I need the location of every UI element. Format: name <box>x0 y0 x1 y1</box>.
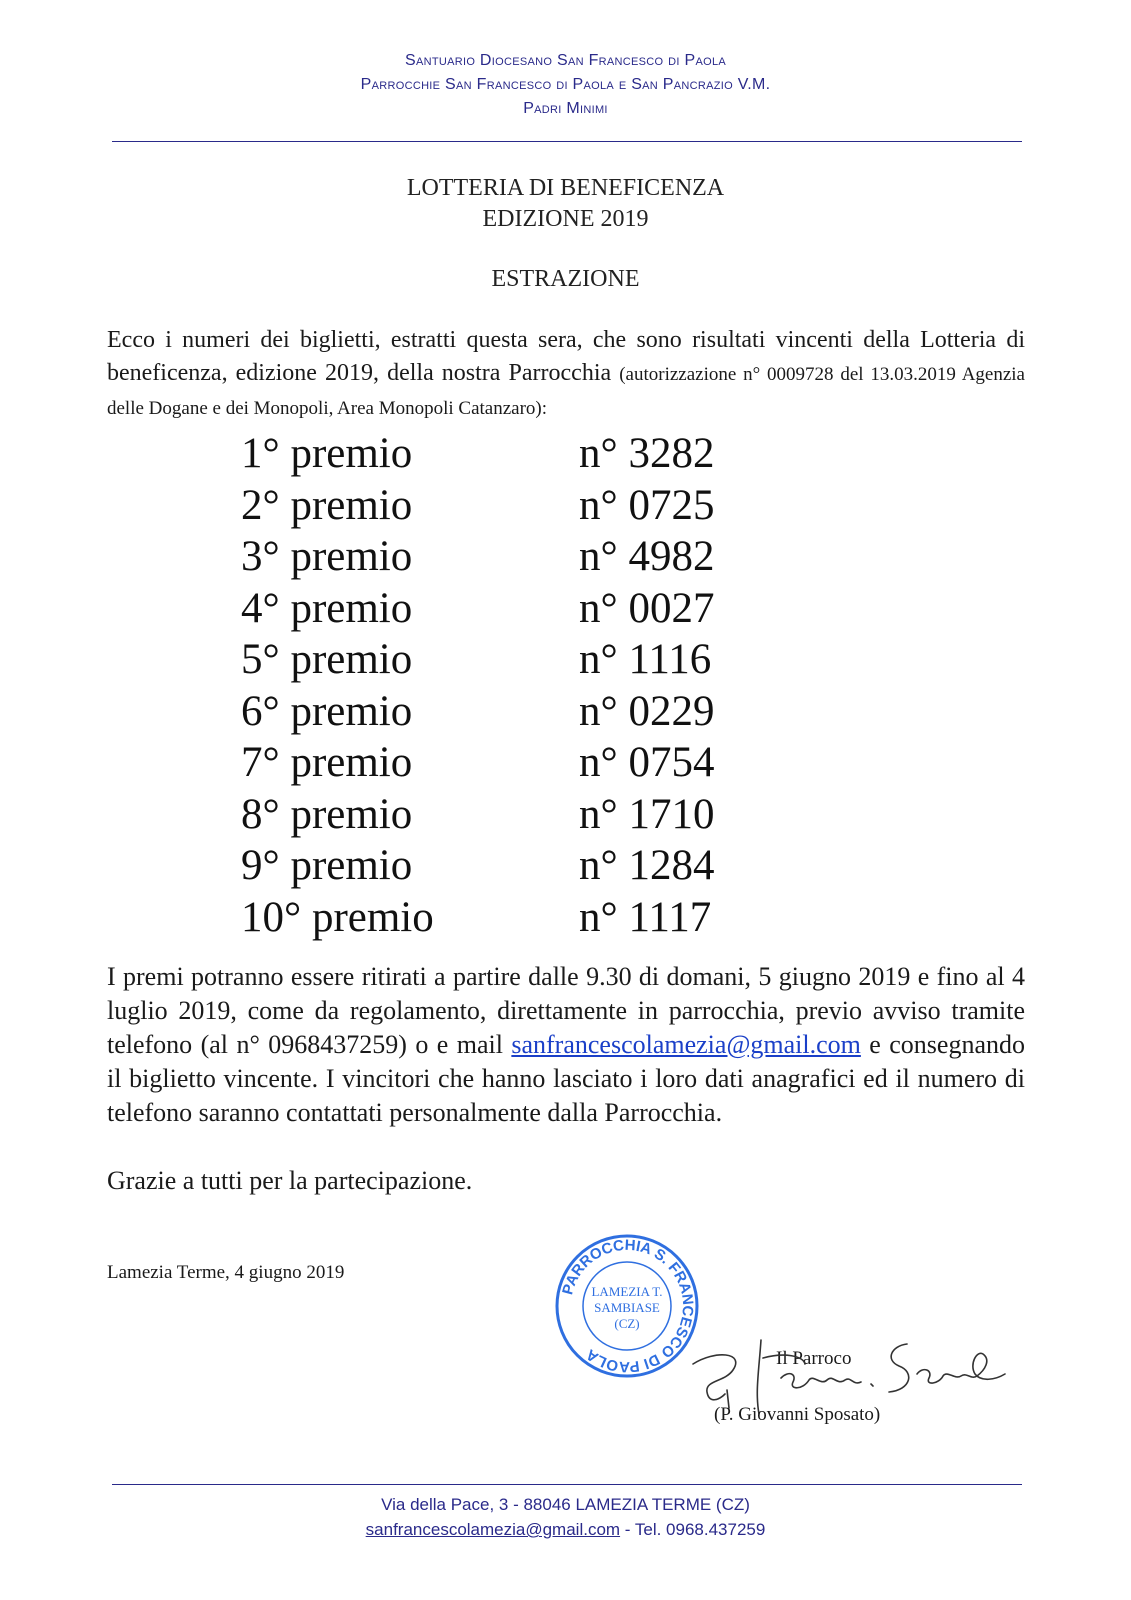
stamp-ring-text: PARROCCHIA S. FRANCESCO DI PAOLA <box>559 1236 697 1376</box>
pickup-paragraph <box>107 960 1025 1130</box>
doc-edition: EDIZIONE 2019 <box>482 206 649 232</box>
prize-label: 6° premio <box>241 688 413 735</box>
prize-row <box>241 737 761 789</box>
pickup-text-cont: e consegnando il biglietto vincente. I vincitori che hanno lasciato i loro dati anagrafici ed il numero di telefono saranno contattati personalmente dalla Parrocchia. <box>107 1030 1025 1127</box>
prize-label: 5° premio <box>241 636 413 683</box>
prize-number: n° 1284 <box>579 842 715 889</box>
prize-row <box>241 428 761 480</box>
footer-email-link[interactable]: sanfrancescolamezia@gmail.com <box>365 1520 621 1539</box>
prize-row <box>241 789 761 841</box>
prize-row <box>241 480 761 532</box>
header-line-1: Santuario Diocesano San Francesco di Paola <box>404 52 727 69</box>
footer-address: Via della Pace, 3 - 88046 LAMEZIA TERME (CZ) <box>381 1495 750 1514</box>
header-divider <box>112 141 1022 142</box>
prize-number: n° 1710 <box>579 791 715 838</box>
signature-role: Il Parroco <box>776 1348 852 1369</box>
prize-number: n° 0229 <box>579 688 715 735</box>
intro-paragraph <box>107 324 1025 425</box>
stamp-center-1: LAMEZIA T. <box>591 1284 663 1299</box>
stamp-center-3: (CZ) <box>614 1316 640 1331</box>
prize-label: 9° premio <box>241 842 413 889</box>
prize-label: 2° premio <box>241 482 413 529</box>
header-line-2: Parrocchie San Francesco di Paola e San Pancrazio V.M. <box>360 76 771 93</box>
footer-divider <box>112 1484 1022 1485</box>
signature-name: (P. Giovanni Sposato) <box>714 1404 881 1425</box>
prize-row <box>241 634 761 686</box>
prize-number: n° 0027 <box>579 585 715 632</box>
prize-label: 3° premio <box>241 533 413 580</box>
stamp-seal <box>553 1232 701 1380</box>
pickup-text: I premi potranno essere ritirati a partire dalle 9.30 di domani, 5 giugno 2019 e fino al 4 luglio 2019, come da regolamento, direttamente in parrocchia, previo avviso tramite telefono (al n° 0968437259) o e mail <box>107 962 1025 1059</box>
prize-number: n° 1117 <box>579 894 712 941</box>
prize-row <box>241 892 761 944</box>
prize-number: n° 1116 <box>579 636 712 683</box>
prize-number: n° 0754 <box>579 739 715 786</box>
intro-authorization: (autorizzazione n° 0009728 del 13.03.2019 Agenzia delle Dogane e dei Monopoli, Area Monopoli Catanzaro): <box>107 364 1025 419</box>
thanks-text: Grazie a tutti per la partecipazione. <box>107 1166 473 1195</box>
header-line-3: Padri Minimi <box>523 100 608 117</box>
footer-phone: - Tel. 0968.437259 <box>620 1520 766 1539</box>
footer-contact <box>0 1520 1131 1540</box>
prize-label: 1° premio <box>241 430 413 477</box>
prize-row <box>241 583 761 635</box>
prize-row <box>241 840 761 892</box>
intro-text: Ecco i numeri dei biglietti, estratti questa sera, che sono risultati vincenti della Lotteria di beneficenza, edizione 2019, della nostra Parrocchia <box>107 327 1025 386</box>
prize-number: n° 0725 <box>579 482 715 529</box>
prize-number: n° 3282 <box>579 430 715 477</box>
prize-label: 8° premio <box>241 791 413 838</box>
prize-label: 7° premio <box>241 739 413 786</box>
prize-row <box>241 531 761 583</box>
email-link[interactable]: sanfrancescolamezia@gmail.com <box>511 1030 861 1059</box>
prize-number: n° 4982 <box>579 533 715 580</box>
prize-label: 4° premio <box>241 585 413 632</box>
prize-row <box>241 686 761 738</box>
prize-label: 10° premio <box>241 894 434 941</box>
parish-stamp <box>553 1232 701 1380</box>
place-date: Lamezia Terme, 4 giugno 2019 <box>107 1262 345 1283</box>
doc-title: LOTTERIA DI BENEFICENZA <box>406 175 725 201</box>
stamp-center-2: SAMBIASE <box>594 1300 660 1315</box>
doc-subtitle: ESTRAZIONE <box>491 266 640 292</box>
